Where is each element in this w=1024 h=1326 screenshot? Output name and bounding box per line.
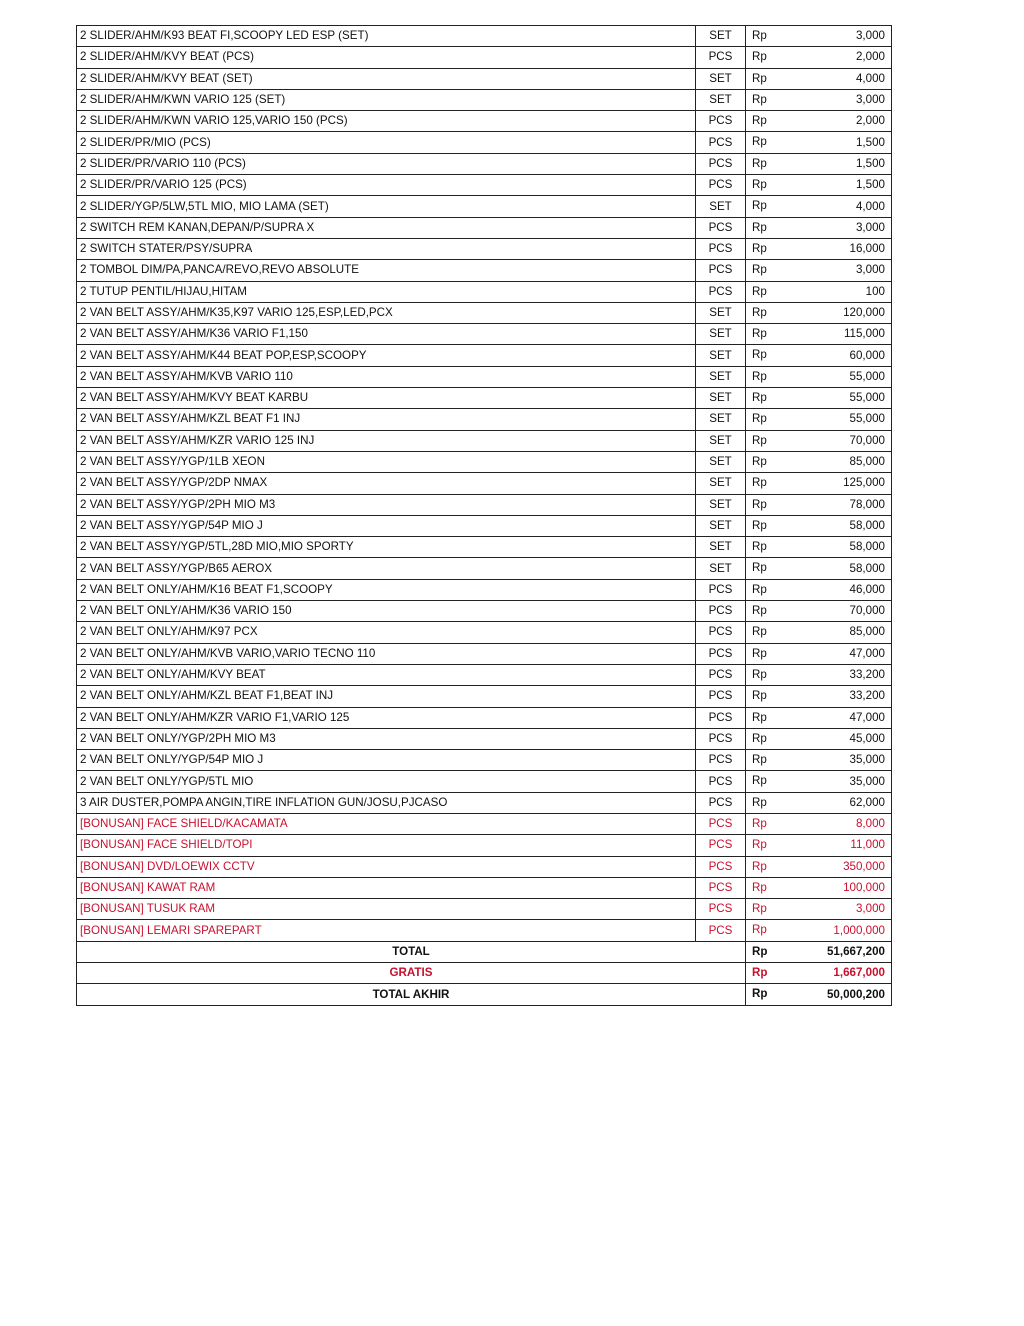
item-price — [746, 792, 892, 813]
item-unit: PCS — [696, 899, 746, 920]
item-unit: PCS — [696, 622, 746, 643]
item-unit: PCS — [696, 238, 746, 259]
item-price-value: 78,000 — [849, 497, 885, 511]
item-price — [746, 899, 892, 920]
currency-label: Rp — [752, 625, 767, 639]
bonus-item-row — [77, 899, 892, 920]
item-row — [77, 302, 892, 323]
currency-label: Rp — [752, 880, 767, 894]
item-price — [746, 451, 892, 472]
item-description: [BONUSAN] KAWAT RAM — [77, 877, 696, 898]
total-value: 51,667,200 — [826, 944, 885, 958]
item-row — [77, 707, 892, 728]
item-row — [77, 473, 892, 494]
item-unit: SET — [696, 451, 746, 472]
item-price — [746, 111, 892, 132]
item-unit: PCS — [696, 643, 746, 664]
item-description: 2 VAN BELT ONLY/YGP/54P MIO J — [77, 750, 696, 771]
item-description: [BONUSAN] LEMARI SPAREPART — [77, 920, 696, 941]
item-price — [746, 324, 892, 345]
bonus-item-row — [77, 813, 892, 834]
item-description: 2 VAN BELT ONLY/AHM/KVY BEAT — [77, 664, 696, 685]
item-unit: SET — [696, 68, 746, 89]
bonus-item-row — [77, 877, 892, 898]
item-price — [746, 771, 892, 792]
currency-label: Rp — [752, 902, 767, 916]
item-price — [746, 707, 892, 728]
item-row — [77, 643, 892, 664]
currency-label: Rp — [752, 859, 767, 873]
item-row — [77, 238, 892, 259]
gratis-value: 1,667,000 — [833, 966, 885, 980]
item-price — [746, 409, 892, 430]
item-unit: PCS — [696, 47, 746, 68]
item-price-value: 33,200 — [849, 668, 885, 682]
item-description: 2 VAN BELT ONLY/YGP/2PH MIO M3 — [77, 728, 696, 749]
gratis-row — [77, 963, 892, 984]
currency-label: Rp — [752, 476, 767, 490]
currency-label: Rp — [752, 391, 767, 405]
item-description: 2 SWITCH STATER/PSY/SUPRA — [77, 238, 696, 259]
gratis-price — [746, 963, 892, 984]
item-price — [746, 813, 892, 834]
item-description: 2 SLIDER/AHM/K93 BEAT FI,SCOOPY LED ESP (SET) — [77, 26, 696, 47]
item-description: [BONUSAN] FACE SHIELD/TOPI — [77, 835, 696, 856]
item-description: 2 VAN BELT ONLY/AHM/KVB VARIO,VARIO TECNO 110 — [77, 643, 696, 664]
item-row — [77, 558, 892, 579]
item-row — [77, 537, 892, 558]
currency-label: Rp — [752, 263, 767, 277]
total-akhir-row — [77, 984, 892, 1005]
item-price — [746, 260, 892, 281]
item-description: 2 VAN BELT ASSY/YGP/2DP NMAX — [77, 473, 696, 494]
item-price-value: 1,500 — [855, 178, 885, 192]
item-price-value: 1,500 — [855, 156, 885, 170]
item-unit: PCS — [696, 153, 746, 174]
item-row — [77, 686, 892, 707]
item-price — [746, 89, 892, 110]
item-price — [746, 750, 892, 771]
currency-label: Rp — [752, 667, 767, 681]
item-price — [746, 473, 892, 494]
item-unit: SET — [696, 537, 746, 558]
item-row — [77, 494, 892, 515]
currency-label: Rp — [752, 412, 767, 426]
item-price-value: 58,000 — [849, 561, 885, 575]
item-price — [746, 643, 892, 664]
item-description: 2 VAN BELT ASSY/AHM/K44 BEAT POP,ESP,SCOOPY — [77, 345, 696, 366]
item-row — [77, 175, 892, 196]
currency-label: Rp — [752, 156, 767, 170]
item-unit: SET — [696, 366, 746, 387]
item-price — [746, 26, 892, 47]
item-price-value: 2,000 — [855, 50, 885, 64]
item-description: [BONUSAN] FACE SHIELD/KACAMATA — [77, 813, 696, 834]
currency-label: Rp — [752, 114, 767, 128]
item-row — [77, 196, 892, 217]
item-price — [746, 175, 892, 196]
item-description: 2 VAN BELT ASSY/AHM/KZL BEAT F1 INJ — [77, 409, 696, 430]
item-price-value: 4,000 — [855, 71, 885, 85]
currency-label: Rp — [752, 71, 767, 85]
item-price-value: 58,000 — [849, 540, 885, 554]
item-unit: PCS — [696, 664, 746, 685]
item-price-value: 350,000 — [843, 859, 885, 873]
item-unit: PCS — [696, 601, 746, 622]
item-price — [746, 494, 892, 515]
item-price — [746, 132, 892, 153]
item-description: 2 SLIDER/AHM/KWN VARIO 125,VARIO 150 (PCS) — [77, 111, 696, 132]
currency-label: Rp — [752, 540, 767, 554]
item-description: 3 AIR DUSTER,POMPA ANGIN,TIRE INFLATION GUN/JOSU,PJCASO — [77, 792, 696, 813]
item-row — [77, 430, 892, 451]
item-row — [77, 260, 892, 281]
currency-label: Rp — [752, 753, 767, 767]
item-unit: SET — [696, 89, 746, 110]
item-unit: SET — [696, 345, 746, 366]
item-price-value: 8,000 — [855, 817, 885, 831]
item-price — [746, 728, 892, 749]
item-price-value: 120,000 — [843, 306, 885, 319]
item-description: 2 SWITCH REM KANAN,DEPAN/P/SUPRA X — [77, 217, 696, 238]
item-row — [77, 664, 892, 685]
currency-label: Rp — [752, 816, 767, 830]
item-unit: SET — [696, 324, 746, 345]
item-price — [746, 856, 892, 877]
item-price-value: 35,000 — [849, 753, 885, 767]
item-unit: PCS — [696, 920, 746, 941]
item-price-value: 85,000 — [849, 455, 885, 469]
bonus-item-row — [77, 835, 892, 856]
item-unit: PCS — [696, 750, 746, 771]
item-unit: PCS — [696, 728, 746, 749]
currency-label: Rp — [752, 604, 767, 618]
item-unit: PCS — [696, 111, 746, 132]
bonus-item-row — [77, 856, 892, 877]
item-price-value: 55,000 — [849, 369, 885, 383]
item-description: 2 VAN BELT ASSY/AHM/K36 VARIO F1,150 — [77, 324, 696, 345]
item-price-value: 55,000 — [849, 412, 885, 426]
currency-label: Rp — [752, 646, 767, 660]
currency-label: Rp — [752, 348, 767, 362]
item-row — [77, 47, 892, 68]
currency-label: Rp — [752, 433, 767, 447]
currency-label: Rp — [752, 497, 767, 511]
item-unit: SET — [696, 388, 746, 409]
item-price-value: 2,000 — [855, 114, 885, 128]
item-price-value: 33,200 — [849, 689, 885, 703]
item-unit: SET — [696, 196, 746, 217]
item-unit: SET — [696, 558, 746, 579]
item-price — [746, 835, 892, 856]
item-price — [746, 664, 892, 685]
item-description: 2 SLIDER/PR/VARIO 125 (PCS) — [77, 175, 696, 196]
item-price — [746, 920, 892, 941]
item-price — [746, 153, 892, 174]
currency-label: Rp — [752, 220, 767, 234]
currency-label: Rp — [752, 454, 767, 468]
item-description: 2 VAN BELT ASSY/AHM/KVB VARIO 110 — [77, 366, 696, 387]
item-description: 2 SLIDER/AHM/KVY BEAT (PCS) — [77, 47, 696, 68]
item-price-value: 115,000 — [843, 327, 885, 341]
item-row — [77, 345, 892, 366]
item-row — [77, 750, 892, 771]
item-price-value: 47,000 — [849, 710, 885, 724]
item-row — [77, 111, 892, 132]
item-description: 2 VAN BELT ONLY/AHM/K16 BEAT F1,SCOOPY — [77, 579, 696, 600]
item-price-value: 1,500 — [855, 135, 885, 149]
item-price-value: 46,000 — [849, 582, 885, 596]
item-price-value: 70,000 — [849, 604, 885, 618]
item-row — [77, 26, 892, 47]
item-unit: PCS — [696, 132, 746, 153]
item-unit: PCS — [696, 217, 746, 238]
item-unit: SET — [696, 430, 746, 451]
item-unit: PCS — [696, 856, 746, 877]
currency-label: Rp — [752, 689, 767, 703]
item-unit: PCS — [696, 281, 746, 302]
currency-label: Rp — [752, 987, 768, 1001]
item-unit: SET — [696, 26, 746, 47]
currency-label: Rp — [752, 966, 768, 980]
currency-label: Rp — [752, 774, 767, 788]
currency-label: Rp — [752, 305, 767, 319]
item-row — [77, 728, 892, 749]
item-row — [77, 132, 892, 153]
currency-label: Rp — [752, 369, 767, 383]
item-price-value: 3,000 — [855, 902, 885, 916]
item-description: 2 VAN BELT ASSY/YGP/1LB XEON — [77, 451, 696, 472]
item-price — [746, 579, 892, 600]
currency-label: Rp — [752, 284, 767, 298]
item-price-value: 3,000 — [855, 220, 885, 234]
item-row — [77, 622, 892, 643]
item-row — [77, 451, 892, 472]
item-unit: SET — [696, 409, 746, 430]
price-list-table — [76, 25, 892, 1006]
item-price-value: 1,000,000 — [833, 923, 885, 937]
item-row — [77, 366, 892, 387]
item-price-value: 100 — [865, 284, 885, 298]
item-price — [746, 345, 892, 366]
currency-label: Rp — [752, 561, 767, 575]
item-price — [746, 196, 892, 217]
item-price-value: 60,000 — [849, 348, 885, 362]
item-row — [77, 89, 892, 110]
item-price — [746, 302, 892, 323]
total-label: TOTAL — [77, 941, 746, 962]
item-unit: PCS — [696, 813, 746, 834]
item-price-value: 16,000 — [849, 242, 885, 256]
item-description: 2 VAN BELT ONLY/YGP/5TL MIO — [77, 771, 696, 792]
currency-label: Rp — [752, 50, 767, 64]
item-price-value: 85,000 — [849, 625, 885, 639]
bonus-item-row — [77, 920, 892, 941]
item-description: 2 VAN BELT ASSY/YGP/B65 AEROX — [77, 558, 696, 579]
currency-label: Rp — [752, 518, 767, 532]
item-price-value: 58,000 — [849, 518, 885, 532]
item-price — [746, 388, 892, 409]
item-price-value: 11,000 — [850, 838, 885, 852]
item-price-value: 55,000 — [849, 391, 885, 405]
item-price-value: 4,000 — [855, 199, 885, 213]
total-row — [77, 941, 892, 962]
item-description: 2 SLIDER/AHM/KWN VARIO 125 (SET) — [77, 89, 696, 110]
item-price-value: 3,000 — [855, 263, 885, 277]
item-row — [77, 68, 892, 89]
item-price-value: 100,000 — [843, 881, 885, 895]
item-price-value: 3,000 — [855, 93, 885, 107]
item-price-value: 47,000 — [849, 646, 885, 660]
item-price — [746, 68, 892, 89]
item-row — [77, 792, 892, 813]
currency-label: Rp — [752, 178, 767, 192]
item-description: 2 VAN BELT ASSY/AHM/KZR VARIO 125 INJ — [77, 430, 696, 451]
item-row — [77, 409, 892, 430]
currency-label: Rp — [752, 944, 768, 958]
item-unit: PCS — [696, 707, 746, 728]
currency-label: Rp — [752, 29, 767, 42]
item-unit: SET — [696, 494, 746, 515]
summary-body — [77, 941, 892, 1005]
item-description: 2 VAN BELT ASSY/YGP/5TL,28D MIO,MIO SPORTY — [77, 537, 696, 558]
item-unit: PCS — [696, 877, 746, 898]
item-row — [77, 515, 892, 536]
item-unit: SET — [696, 515, 746, 536]
item-price — [746, 430, 892, 451]
item-price-value: 3,000 — [855, 29, 885, 43]
item-description: 2 SLIDER/YGP/5LW,5TL MIO, MIO LAMA (SET) — [77, 196, 696, 217]
item-description: [BONUSAN] TUSUK RAM — [77, 899, 696, 920]
item-unit: PCS — [696, 792, 746, 813]
total-akhir-price — [746, 984, 892, 1005]
item-price — [746, 686, 892, 707]
item-description: 2 SLIDER/PR/MIO (PCS) — [77, 132, 696, 153]
currency-label: Rp — [752, 327, 767, 341]
item-price — [746, 47, 892, 68]
item-description: [BONUSAN] DVD/LOEWIX CCTV — [77, 856, 696, 877]
item-row — [77, 153, 892, 174]
item-description: 2 VAN BELT ASSY/YGP/54P MIO J — [77, 515, 696, 536]
item-description: 2 VAN BELT ONLY/AHM/K36 VARIO 150 — [77, 601, 696, 622]
item-row — [77, 579, 892, 600]
item-description: 2 VAN BELT ONLY/AHM/KZL BEAT F1,BEAT INJ — [77, 686, 696, 707]
item-price-value: 35,000 — [849, 774, 885, 788]
currency-label: Rp — [752, 199, 767, 213]
currency-label: Rp — [752, 838, 767, 852]
item-description: 2 VAN BELT ONLY/AHM/KZR VARIO F1,VARIO 125 — [77, 707, 696, 728]
item-unit: PCS — [696, 771, 746, 792]
currency-label: Rp — [752, 582, 767, 596]
item-price — [746, 622, 892, 643]
item-unit: SET — [696, 302, 746, 323]
item-price-value: 70,000 — [849, 433, 885, 447]
item-price-value: 125,000 — [843, 476, 885, 490]
item-unit: PCS — [696, 260, 746, 281]
currency-label: Rp — [752, 795, 767, 809]
item-row — [77, 388, 892, 409]
item-row — [77, 217, 892, 238]
item-unit: PCS — [696, 175, 746, 196]
currency-label: Rp — [752, 92, 767, 106]
item-description: 2 VAN BELT ASSY/YGP/2PH MIO M3 — [77, 494, 696, 515]
item-price — [746, 515, 892, 536]
total-price — [746, 941, 892, 962]
total-akhir-value: 50,000,200 — [826, 987, 885, 1001]
item-price-value: 62,000 — [849, 795, 885, 809]
currency-label: Rp — [752, 710, 767, 724]
total-akhir-label: TOTAL AKHIR — [77, 984, 746, 1005]
item-description: 2 SLIDER/PR/VARIO 110 (PCS) — [77, 153, 696, 174]
item-row — [77, 771, 892, 792]
item-price — [746, 558, 892, 579]
item-description: 2 VAN BELT ONLY/AHM/K97 PCX — [77, 622, 696, 643]
item-price — [746, 366, 892, 387]
item-row — [77, 324, 892, 345]
gratis-label: GRATIS — [77, 963, 746, 984]
item-description: 2 TOMBOL DIM/PA,PANCA/REVO,REVO ABSOLUTE — [77, 260, 696, 281]
item-description: 2 VAN BELT ASSY/AHM/K35,K97 VARIO 125,ESP,LED,PCX — [77, 302, 696, 323]
currency-label: Rp — [752, 135, 767, 149]
items-body — [77, 26, 892, 942]
item-description: 2 SLIDER/AHM/KVY BEAT (SET) — [77, 68, 696, 89]
item-price — [746, 537, 892, 558]
item-price-value: 45,000 — [849, 731, 885, 745]
item-price — [746, 877, 892, 898]
item-unit: PCS — [696, 579, 746, 600]
item-description: 2 VAN BELT ASSY/AHM/KVY BEAT KARBU — [77, 388, 696, 409]
currency-label: Rp — [752, 731, 767, 745]
item-unit: PCS — [696, 835, 746, 856]
item-price — [746, 601, 892, 622]
item-price — [746, 281, 892, 302]
currency-label: Rp — [752, 241, 767, 255]
item-unit: SET — [696, 473, 746, 494]
item-unit: PCS — [696, 686, 746, 707]
item-description: 2 TUTUP PENTIL/HIJAU,HITAM — [77, 281, 696, 302]
item-row — [77, 601, 892, 622]
item-row — [77, 281, 892, 302]
item-price — [746, 238, 892, 259]
currency-label: Rp — [752, 923, 767, 937]
item-price — [746, 217, 892, 238]
